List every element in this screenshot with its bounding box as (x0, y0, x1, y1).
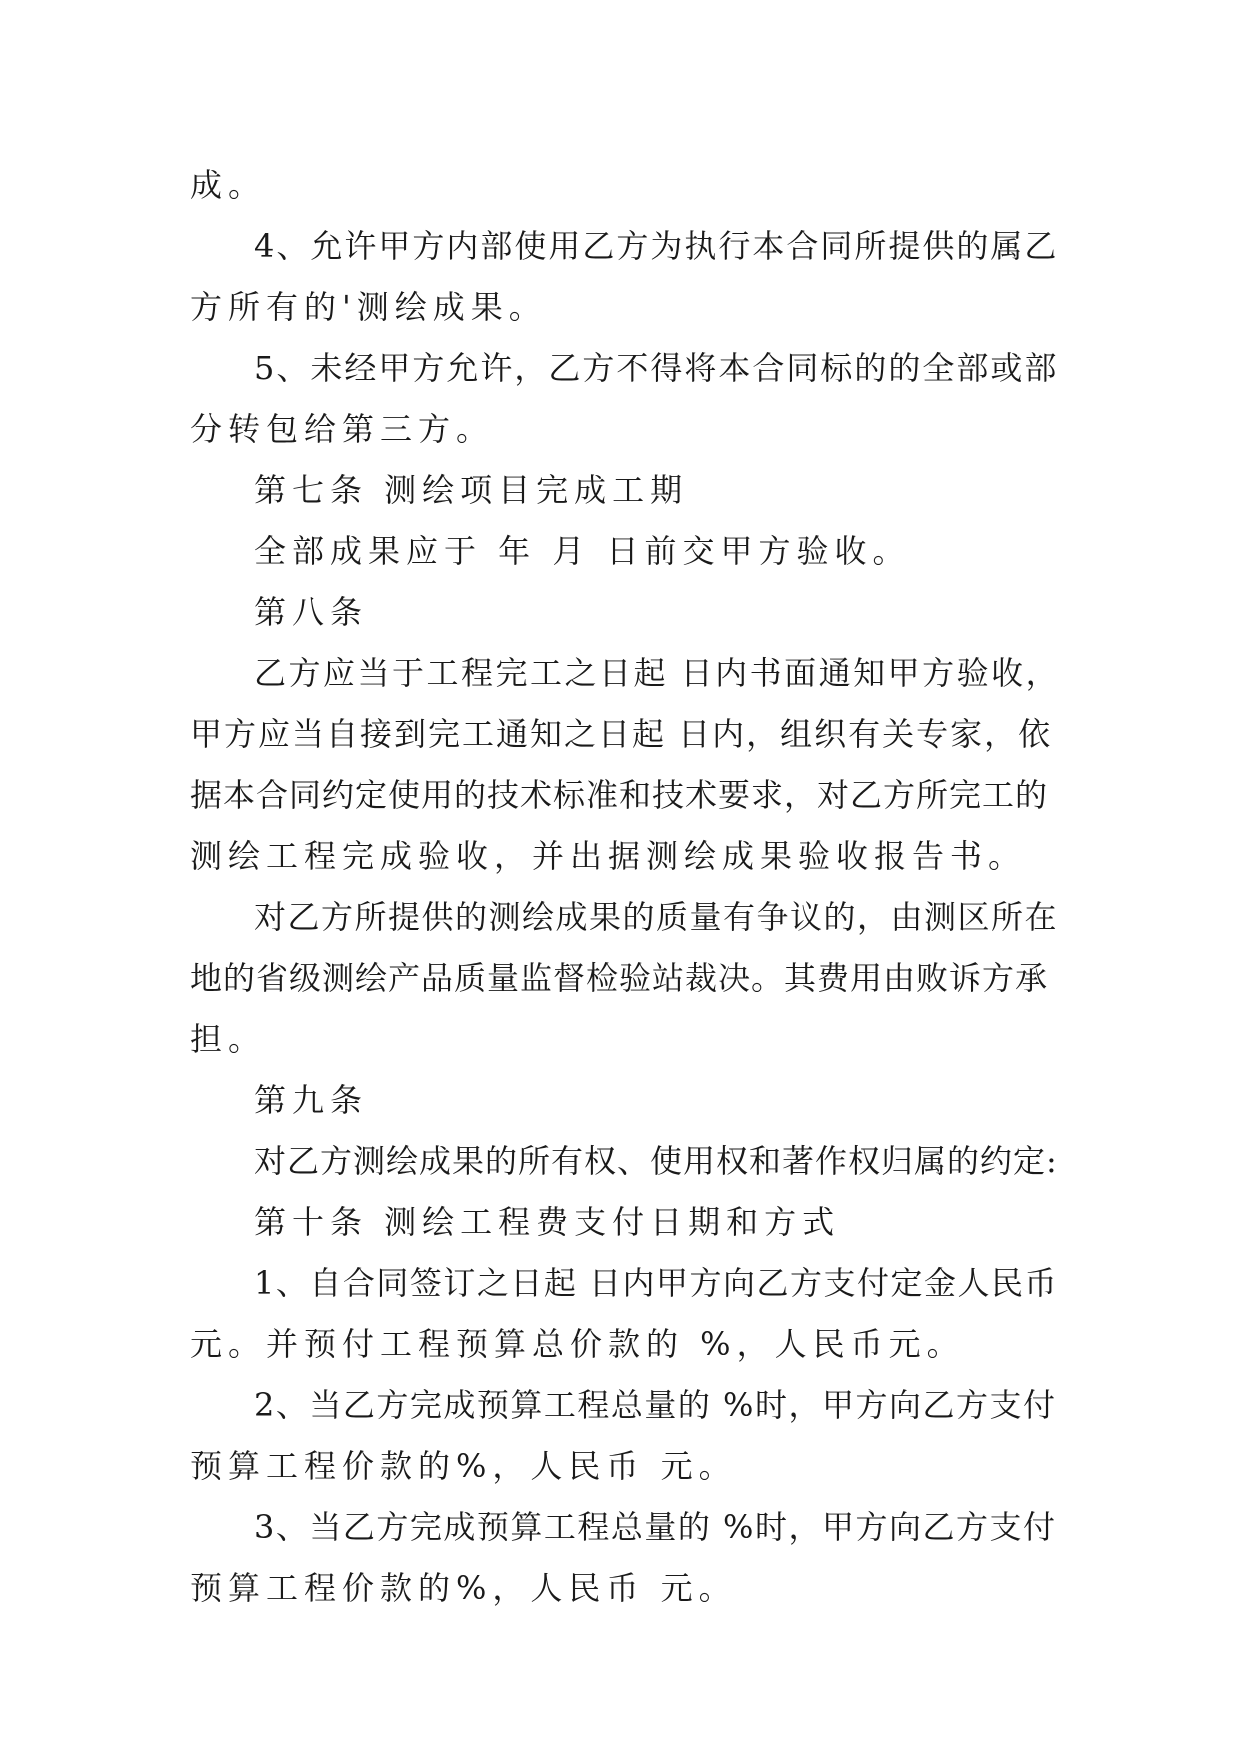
text-line: 对乙方所提供的测绘成果的质量有争议的，由测区所在 (254, 898, 1059, 936)
section-heading: 第八条 (254, 593, 369, 631)
text-line: 预算工程价款的%，人民币 元。 (190, 1569, 737, 1607)
text-line: 3、当乙方完成预算工程总量的 %时，甲方向乙方支付 (254, 1508, 1057, 1546)
text-line: 5、未经甲方允许，乙方不得将本合同标的的全部或部 (254, 349, 1059, 387)
text-line: 担。 (190, 1020, 267, 1058)
text-line: 地的省级测绘产品质量监督检验站裁决。其费用由败诉方承 (190, 959, 1049, 997)
text-line: 1、自合同签订之日起 日内甲方向乙方支付定金人民币 (254, 1264, 1059, 1302)
text-line: 乙方应当于工程完工之日起 日内书面通知甲方验收， (254, 654, 1061, 692)
text-line: 分转包给第三方。 (190, 410, 495, 448)
text-line: 对乙方测绘成果的所有权、使用权和著作权归属的约定: (254, 1142, 1058, 1180)
text-line: 4、允许甲方内部使用乙方为执行本合同所提供的属乙 (254, 227, 1059, 265)
text-line: 方所有的'测绘成果。 (190, 288, 547, 326)
text-line: 预算工程价款的%，人民币 元。 (190, 1447, 737, 1485)
section-heading: 第七条 测绘项目完成工期 (254, 471, 689, 509)
text-line: 元。并预付工程预算总价款的 %，人民币元。 (190, 1325, 965, 1363)
text-line: 2、当乙方完成预算工程总量的 %时，甲方向乙方支付 (254, 1386, 1057, 1424)
section-heading: 第九条 (254, 1081, 369, 1119)
text-line: 成。 (190, 166, 267, 204)
text-line: 甲方应当自接到完工通知之日起 日内，组织有关专家，依 (190, 715, 1053, 753)
text-line: 全部成果应于 年 月 日前交甲方验收。 (254, 532, 911, 570)
text-line: 据本合同约定使用的技术标准和技术要求，对乙方所完工的 (190, 776, 1049, 814)
section-heading: 第十条 测绘工程费支付日期和方式 (254, 1203, 841, 1241)
text-line: 测绘工程完成验收，并出据测绘成果验收报告书。 (190, 837, 1027, 875)
